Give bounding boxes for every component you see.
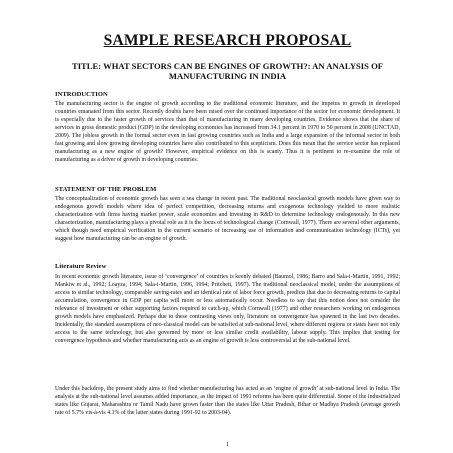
introduction-paragraph: The manufacturing sector is the engine of growth according to the traditional economic literature, and the impetus to growth in developed countries emanated from this sector. Recently doubts have been raised over the continued importance of the sector for economic development. It is especially due to the faster growth of services than that of manufacturing in many developing countries. Evidence shows that the share of services in gross domestic product (GDP) in the developing economies has increased from 34.1 percent in 1970 to 50 percent in 2008 (UNCTAD, 2009). The jobless growth in the formal sector even in fast growing countries such as India and a large expansion of the informal sector in both fast growing and slow growing developing countries have also contributed to this scepticism. Does this mean that the service sector has replaced manufacturing as a new engine of growth? However, empirical evidence on this is scanty. Thus it is pertinent to re-examine the role of manufacturing as a driver of growth in developing countries. [55,101,400,163]
literature-heading: Literature Review [55,263,107,270]
statement-heading: STATEMENT OF THE PROBLEM [55,186,157,193]
literature-paragraph-1: In recent economic growth literature, issue of ‘convergence’ of countries is keenly debated (Baumol, 1986; Barro and Sala-i-Martin, 1991, 1992; Mankiw et al., 1992; Loayza, 1994; Sala-i-Martin, 1996, 1994; Pritchett, 1997). The traditional neoclassical model, under the assumptions of access to similar technology, comparable saving-rates and an identical rate of labor force growth, predicts that due to decreasing returns to capital accumulation, convergence in GDP per capita will more or less automatically occur. Needless to say that this notion does not consider the relevance of investment or other supporting factors required to catch-up, which Cornwall (1977) and other researchers working on endogenous growth models have emphasized. Perhaps due to these contrasting views only, literature on convergence has spawned in the last two decades. Incidentally, the standard assumptions of neo-classical model can be satisfied at sub-national level, where different regions or states have not only access to the same technology, but also governed by more or less similar credit availability, labour supply. This implies that testing for convergence hypothesis and whether manufacturing acts as an engine of growth is less controversial at the sub-national level. [55,274,400,344]
document-title: SAMPLE RESEARCH PROPOSAL [103,32,352,49]
literature-paragraph-2: Under this backdrop, the present study aims to find whether manufacturing has acted as an ‘engine of growth’ at sub-national level in India. The analysis at the sub-national level assumes added importance, as the impact of 1991 reforms has been quite differential. Some of the industrialized states like Gujarat, Maharashtra or Tamil Nadu have grown faster than the states like Uttar Pradesh, Bihar or Madhya Pradesh (average growth rate of 5.7% vis-à-vis 4.1% of the latter states during 1991-92 to 2003-04). [55,386,400,416]
introduction-heading: INTRODUCTION [55,91,108,98]
page-number: 1 [226,442,229,448]
statement-paragraph: The conceptualization of economic growth has seen a sea change in recent past. The traditional neoclassical growth models have given way to endogenous growth models where idea of perfect competition, decreasing returns and exogenous technology yielded to more realistic characterization with firms having market power, scale economies and investing in R&D to determine technology endogenously. In this new characterization, manufacturing plays a pivotal role as it is the locus of technological change (Cornwall, 1977). There are several other arguments, which though need empirical verification in the current scenario of increasing use of information and communication technology (ICTs), yet suggest how manufacturing can be an engine of growth. [55,196,400,242]
document-page [55,0,400,453]
document-subtitle: TITLE: WHAT SECTORS CAN BE ENGINES OF GROWTH?: AN ANALYSIS OF MANUFACTURING IN INDIA [71,61,384,81]
